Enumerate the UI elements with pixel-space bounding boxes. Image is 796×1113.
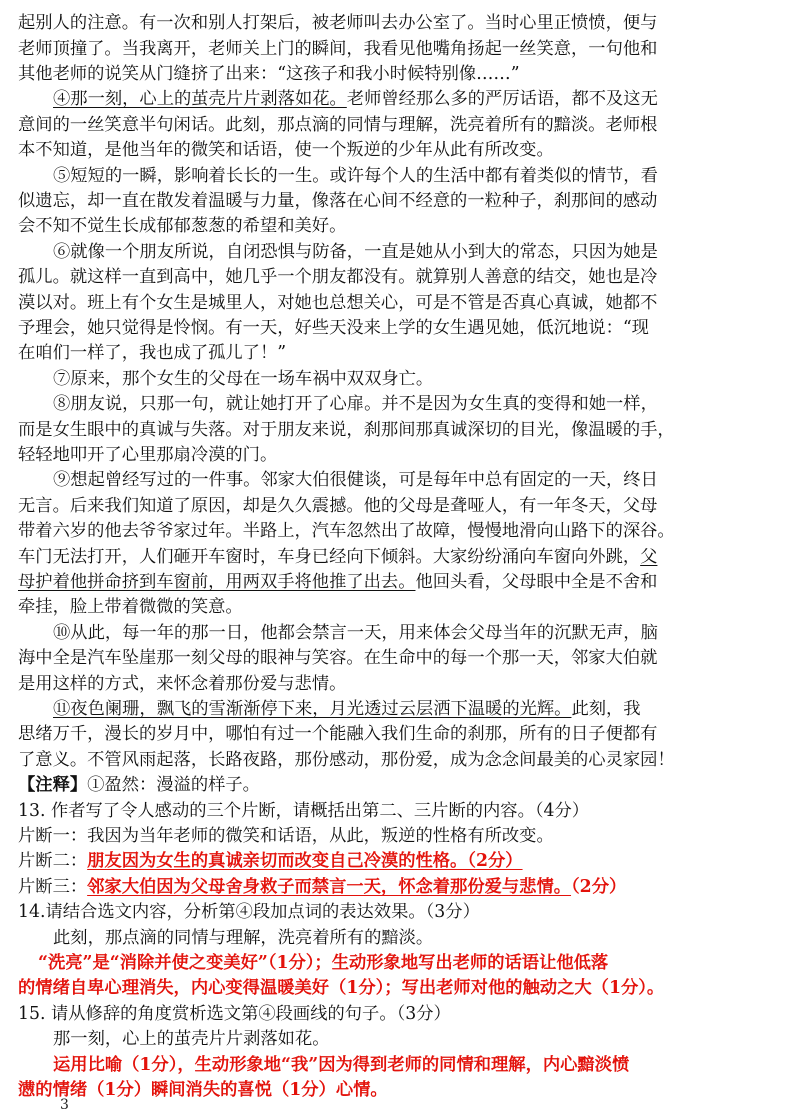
paragraph-4-start: ④那一刻，心上的茧壳片片剥落如花。老师曾经那么多的严厉话语，都不及这无: [53, 89, 658, 109]
paragraph-11-start: ⑪夜色阑珊，飘飞的雪渐渐停下来，月光透过云层洒下温暖的光辉。此刻，我: [53, 699, 641, 719]
text-line: 予理会，她只觉得是怜悯。有一天，好些天没来上学的女生遇见她，低沉地说：“现: [18, 318, 649, 338]
text-line: 车门无法打开，人们砸开车窗时，车身已经向下倾斜。大家纷纷涌向车窗向外跳，父: [18, 547, 658, 567]
text-line: 老师顶撞了。当我离开，老师关上门的瞬间，我看见他嘴角扬起一丝笑意，一句他和: [18, 39, 658, 59]
paragraph-10-start: ⑩从此，每一年的那一日，他都会禁言一天，用来体会父母当年的沉默无声，脑: [53, 623, 658, 643]
answer-15: 运用比喻（1分），生动形象地“我”因为得到老师的同情和理解，内心黯淡愤: [53, 1055, 630, 1075]
question-15: 15. 请从修辞的角度赏析选文第④段画线的句子。（3分）: [18, 1004, 451, 1024]
text-line: 母护着他拼命挤到车窗前，用两双手将他推了出去。他回头看，父母眼中全是不舍和: [18, 572, 658, 592]
answer-fragment-1: 片断一：我因为当年老师的微笑和话语，从此，叛逆的性格有所改变。: [18, 826, 554, 846]
text-line: 思绪万千，漫长的岁月中，哪怕有过一个能融入我们生命的刹那，所有的日子便都有: [18, 724, 658, 744]
text-line: 似遗忘，却一直在散发着温暖与力量，像落在心间不经意的一粒种子，刹那间的感动: [18, 191, 658, 211]
text-line: 而是女生眼中的真诚与失落。对于朋友来说，刹那间那真诚深切的目光，像温暖的手，: [18, 420, 675, 440]
quoted-sentence: 此刻，那点滴的同情与理解，洗亮着所有的黯淡。: [53, 928, 434, 948]
paragraph-7: ⑦原来，那个女生的父母在一场车祸中双双身亡。: [53, 369, 434, 389]
text-line: 是用这样的方式，来怀念着那份爱与悲情。: [18, 674, 347, 694]
text-line: 轻轻地叩开了心里那扇冷漠的门。: [18, 445, 278, 465]
paragraph-9-start: ⑨想起曾经写过的一件事。邻家大伯很健谈，可是每年中总有固定的一天，终日: [53, 470, 658, 490]
text-line: 带着六岁的他去爷爷家过年。半路上，汽车忽然出了故障，慢慢地滑向山路下的深谷。: [18, 521, 675, 541]
text-line: 孤儿。就这样一直到高中，她几乎一个朋友都没有。就算别人善意的结交，她也是冷: [18, 267, 658, 287]
paragraph-6-start: ⑥就像一个朋友所说，自闭恐惧与防备，一直是她从小到大的常态，只因为她是: [53, 242, 658, 262]
answer-fragment-3: 片断三：邻家大伯因为父母舍身救子而禁言一天，怀念着那份爱与悲情。（2分）: [18, 877, 627, 897]
page-number: 3: [60, 1097, 69, 1113]
text-line: 牵挂，脸上带着微微的笑意。: [18, 597, 243, 617]
answer-14: “洗亮”是“消除并使之变美好”（1分）；生动形象地写出老师的话语让他低落: [38, 953, 609, 973]
question-13: 13. 作者写了令人感动的三个片断，请概括出第二、三片断的内容。（4分）: [18, 801, 590, 821]
answer-fragment-2: 片断二：朋友因为女生的真诚亲切而改变自己冷漠的性格。（2分）: [18, 851, 523, 871]
paragraph-5-start: ⑤短短的一瞬，影响着长长的一生。或许每个人的生活中都有着类似的情节，看: [53, 166, 658, 186]
annotation-note: 【注释】①盈然：漫溢的样子。: [18, 775, 260, 795]
text-line: 其他老师的说笑从门缝挤了出来：“这孩子和我小时候特别像……”: [18, 64, 520, 84]
text-line: 会不知不觉生长成郁郁葱葱的希望和美好。: [18, 216, 347, 236]
paragraph-8-start: ⑧朋友说，只那一句，就让她打开了心扉。并不是因为女生真的变得和她一样，: [53, 394, 658, 414]
text-line: 海中全是汽车坠崖那一刻父母的眼神与笑容。在生命中的每一个那一天，邻家大伯就: [18, 648, 658, 668]
text-line: 本不知道，是他当年的微笑和话语，使一个叛逆的少年从此有所改变。: [18, 140, 554, 160]
question-14: 14.请结合选文内容，分析第④段加点词的表达效果。（3分）: [18, 902, 480, 922]
text-line: 起别人的注意。有一次和别人打架后，被老师叫去办公室了。当时心里正愤愤，便与: [18, 13, 658, 33]
text-line: 在咱们一样了，我也成了孤儿了！”: [18, 343, 287, 363]
text-line: 无言。后来我们知道了原因，却是久久震撼。他的父母是聋哑人，有一年冬天，父母: [18, 496, 658, 516]
text-line: 意间的一丝笑意半句闲话。此刻，那点滴的同情与理解，洗亮着所有的黯淡。老师根: [18, 115, 658, 135]
quoted-sentence: 那一刻，心上的茧壳片片剥落如花。: [53, 1029, 330, 1049]
answer-14-cont: 的情绪自卑心理消失，内心变得温暖美好（1分）；写出老师对他的触动之大（1分）。: [18, 978, 665, 998]
text-line: 漠以对。班上有个女生是城里人，对她也总想关心，可是不管是否真心真诚，她都不: [18, 293, 658, 313]
answer-15-cont: 懑的情绪（1分）瞬间消失的喜悦（1分）心情。: [18, 1080, 388, 1100]
text-line: 了意义。不管风雨起落，长路夜路，那份感动，那份爱，成为念念间最美的心灵家园！: [18, 750, 675, 770]
